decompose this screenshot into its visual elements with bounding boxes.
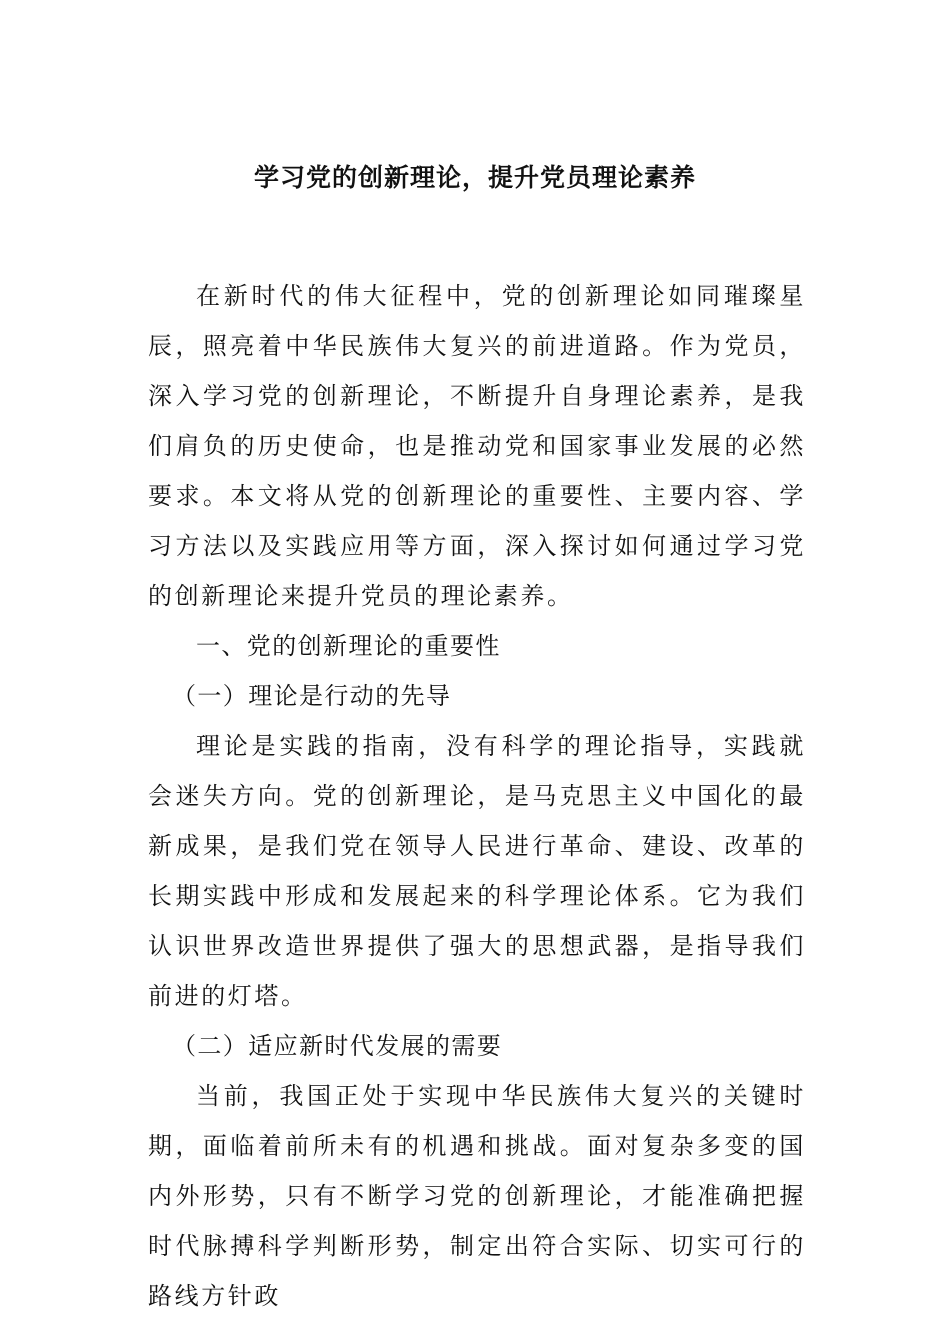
intro-paragraph: 在新时代的伟大征程中，党的创新理论如同璀璨星辰，照亮着中华民族伟大复兴的前进道路。作为党员，深入学习党的创新理论，不断提升自身理论素养，是我们肩负的历史使命，也是推动党和国家事业发展的必然要求。本文将从党的创新理论的重要性、主要内容、学习方法以及实践应用等方面，深入探讨如何通过学习党的创新理论来提升党员的理论素养。 (148, 282, 806, 610)
subsection-heading-2: （二）适应新时代发展的需要 (172, 1032, 503, 1060)
section-heading-1: 一、党的创新理论的重要性 (196, 632, 501, 660)
subsection-heading-1: （一）理论是行动的先导 (172, 682, 452, 710)
document-title: 学习党的创新理论，提升党员理论素养 (253, 163, 696, 192)
subsection-paragraph-2: 当前，我国正处于实现中华民族伟大复兴的关键时期，面临着前所未有的机遇和挑战。面对复杂多变的国内外形势，只有不断学习党的创新理论，才能准确把握时代脉搏科学判断形势，制定出符合实际、切实可行的路线方针政 (148, 1082, 806, 1310)
subsection-paragraph-1: 理论是实践的指南，没有科学的理论指导，实践就会迷失方向。党的创新理论，是马克思主义中国化的最新成果，是我们党在领导人民进行革命、建设、改革的长期实践中形成和发展起来的科学理论体系。它为我们认识世界改造世界提供了强大的思想武器，是指导我们前进的灯塔。 (148, 732, 806, 1010)
document-body (148, 271, 806, 1321)
